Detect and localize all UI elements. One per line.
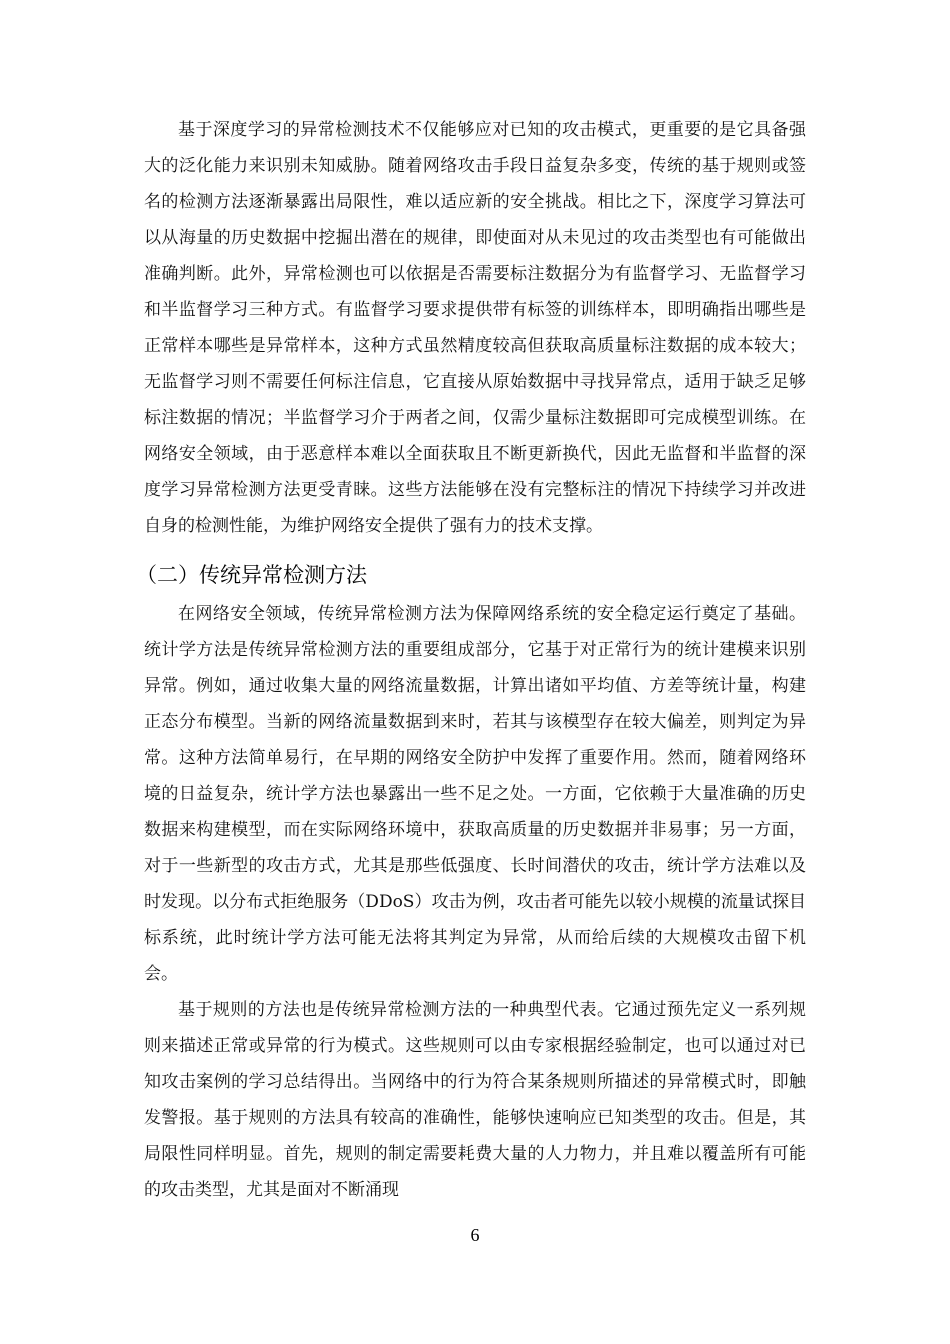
- page-number: 6: [470, 1225, 480, 1245]
- body-paragraph-rule-based-methods: 基于规则的方法也是传统异常检测方法的一种典型代表。它通过预先定义一系列规则来描述正常或异常的行为模式。这些规则可以由专家根据经验制定，也可以通过对已知攻击案例的学习总结得出。当网络中的行为符合某条规则所描述的异常模式时，即触发警报。基于规则的方法具有较高的准确性，能够快速响应已知类型的攻击。但是，其局限性同样明显。首先，规则的制定需要耗费大量的人力物力，并且难以覆盖所有可能的攻击类型，尤其是面对不断涌现: [144, 1000, 806, 1200]
- body-paragraph-deep-learning: 基于深度学习的异常检测技术不仅能够应对已知的攻击模式，更重要的是它具备强大的泛化能力来识别未知威胁。随着网络攻击手段日益复杂多变，传统的基于规则或签名的检测方法逐渐暴露出局限性，难以适应新的安全挑战。相比之下，深度学习算法可以从海量的历史数据中挖掘出潜在的规律，即使面对从未见过的攻击类型也有可能做出准确判断。此外，异常检测也可以依据是否需要标注数据分为有监督学习、无监督学习和半监督学习三种方式。有监督学习要求提供带有标签的训练样本，即明确指出哪些是正常样本哪些是异常样本，这种方式虽然精度较高但获取高质量标注数据的成本较大；无监督学习则不需要任何标注信息，它直接从原始数据中寻找异常点，适用于缺乏足够标注数据的情况；半监督学习介于两者之间，仅需少量标注数据即可完成模型训练。在网络安全领域，由于恶意样本难以全面获取且不断更新换代，因此无监督和半监督的深度学习异常检测方法更受青睐。这些方法能够在没有完整标注的情况下持续学习并改进自身的检测性能，为维护网络安全提供了强有力的技术支撑。: [144, 120, 806, 536]
- body-paragraph-statistical-methods: 在网络安全领域，传统异常检测方法为保障网络系统的安全稳定运行奠定了基础。统计学方法是传统异常检测方法的重要组成部分，它基于对正常行为的统计建模来识别异常。例如，通过收集大量的网络流量数据，计算出诸如平均值、方差等统计量，构建正态分布模型。当新的网络流量数据到来时，若其与该模型存在较大偏差，则判定为异常。这种方法简单易行，在早期的网络安全防护中发挥了重要作用。然而，随着网络环境的日益复杂，统计学方法也暴露出一些不足之处。一方面，它依赖于大量准确的历史数据来构建模型，而在实际网络环境中，获取高质量的历史数据并非易事；另一方面，对于一些新型的攻击方式，尤其是那些低强度、长时间潜伏的攻击，统计学方法难以及时发现。以分布式拒绝服务（DDoS）攻击为例，攻击者可能先以较小规模的流量试探目标系统，此时统计学方法可能无法将其判定为异常，从而给后续的大规模攻击留下机会。: [144, 604, 806, 984]
- section-heading: （二）传统异常检测方法: [136, 563, 367, 587]
- page-body: [136, 112, 806, 1208]
